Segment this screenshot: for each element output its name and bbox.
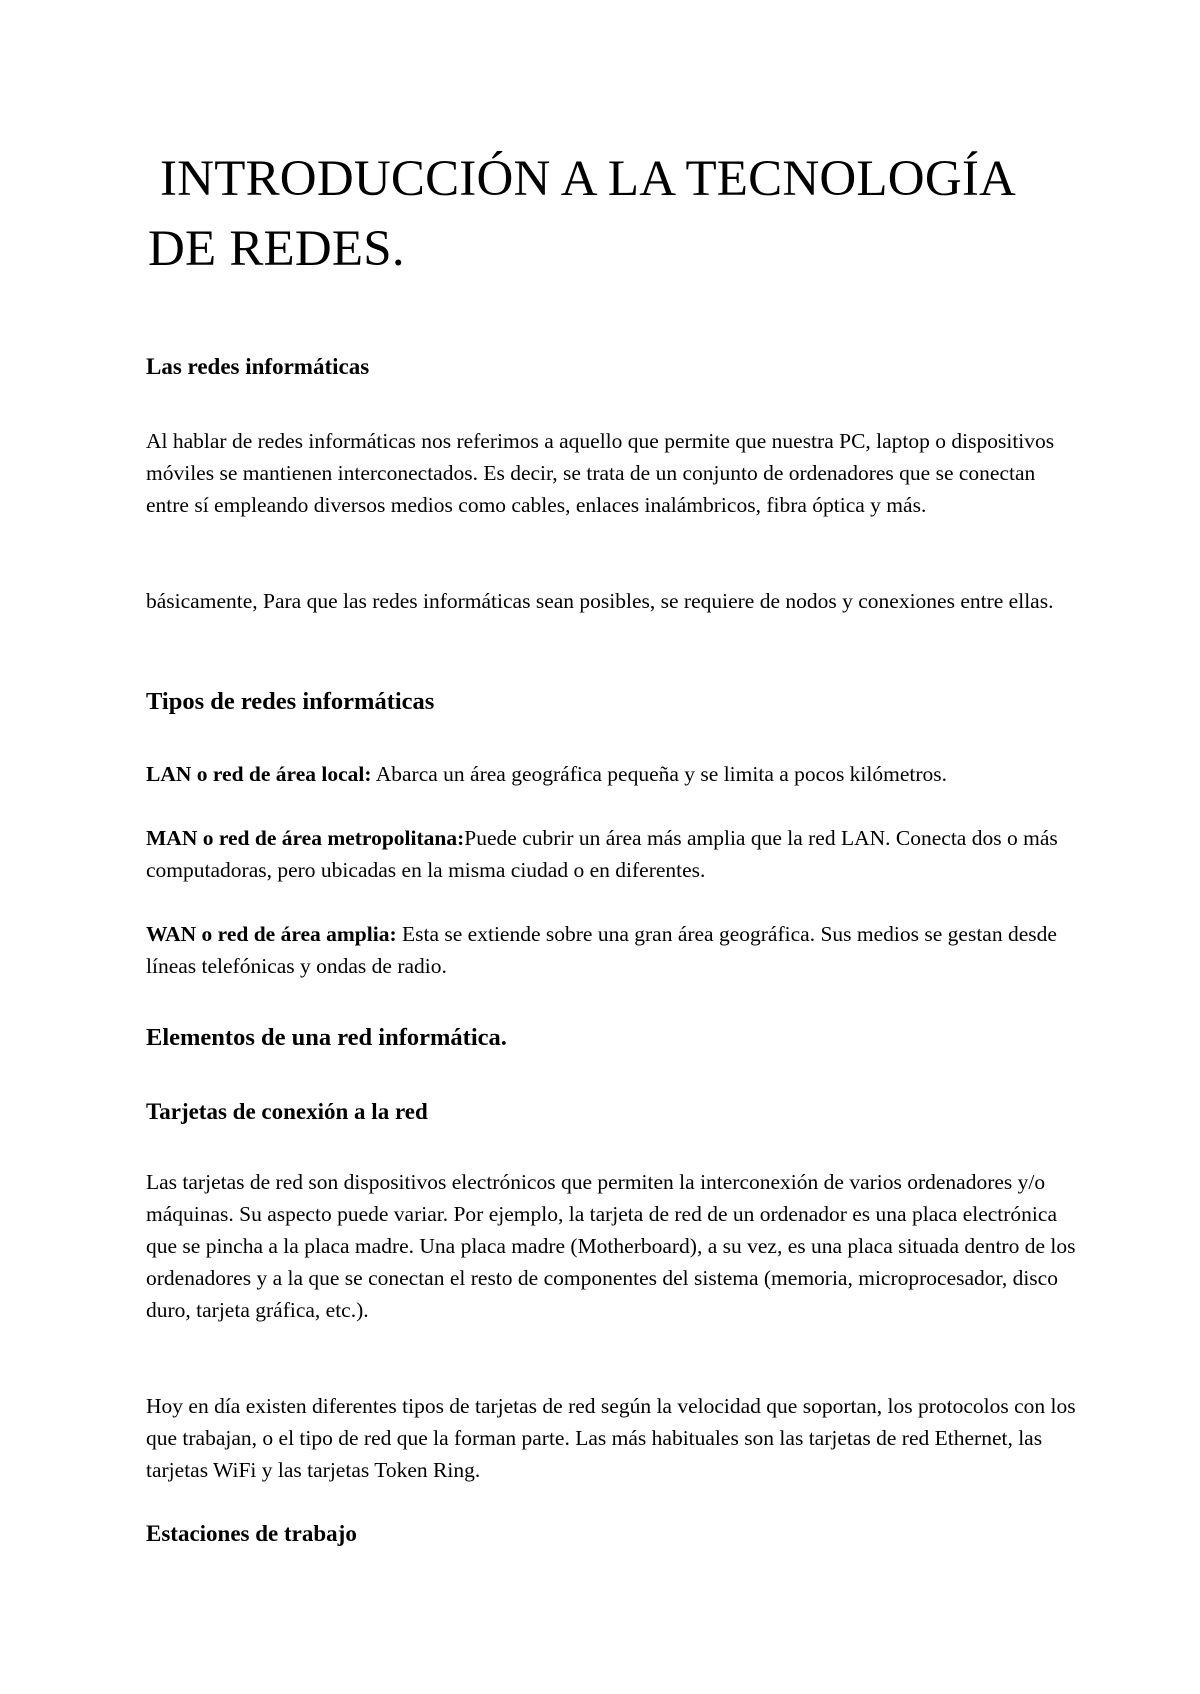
section-heading-redes: Las redes informáticas <box>146 354 370 379</box>
wan-text: Esta se extiende sobre una gran área geográfica. Sus medios se gestan desde líneas telefónicas y ondas de radio. <box>146 922 1057 978</box>
subsection-heading-estaciones: Estaciones de trabajo <box>146 1521 357 1546</box>
list-item-wan <box>146 918 1076 982</box>
paragraph-redes-definicion: Al hablar de redes informáticas nos referimos a aquello que permite que nuestra PC, laptop o dispositivos móviles se mantienen interconectados. Es decir, se trata de un conjunto de ordenadores que se conectan entre sí empleando diversos medios como cables, enlaces inalámbricos, fibra óptica y más. <box>146 429 1055 517</box>
list-item-lan <box>146 758 1076 790</box>
wan-label: WAN o red de área amplia: <box>146 922 397 946</box>
lan-label: LAN o red de área local: <box>146 762 372 786</box>
list-item-man <box>146 822 1076 886</box>
section-heading-tipos: Tipos de redes informáticas <box>146 688 435 715</box>
paragraph-redes-nodos: básicamente, Para que las redes informáticas sean posibles, se requiere de nodos y conexiones entre ellas. <box>146 589 1054 613</box>
man-text: Puede cubrir un área más amplia que la red LAN. Conecta dos o más computadoras, pero ubicadas en la misma ciudad o en diferentes. <box>146 826 1058 882</box>
subsection-heading-tarjetas: Tarjetas de conexión a la red <box>146 1099 428 1124</box>
lan-text: Abarca un área geográfica pequeña y se limita a pocos kilómetros. <box>371 762 948 786</box>
section-heading-elementos: Elementos de una red informática. <box>146 1024 507 1051</box>
paragraph-tarjetas-tipos: Hoy en día existen diferentes tipos de tarjetas de red según la velocidad que soportan, los protocolos con los que trabajan, o el tipo de red que la forman parte. Las más habituales son las tarjetas de red Ethernet, las tarjetas WiFi y las tarjetas Token Ring. <box>146 1394 1076 1482</box>
man-label: MAN o red de área metropolitana: <box>146 826 465 850</box>
paragraph-tarjetas-definicion: Las tarjetas de red son dispositivos electrónicos que permiten la interconexión de varios ordenadores y/o máquinas. Su aspecto puede variar. Por ejemplo, la tarjeta de red de un ordenador es una placa electrónica que se pincha a la placa madre. Una placa madre (Motherboard), a su vez, es una placa situada dentro de los ordenadores y a la que se conectan el resto de componentes del sistema (memoria, microprocesador, disco duro, tarjeta gráfica, etc.). <box>146 1170 1076 1322</box>
document-title: INTRODUCCIÓN A LA TECNOLOGÍA DE REDES. <box>148 151 1014 277</box>
